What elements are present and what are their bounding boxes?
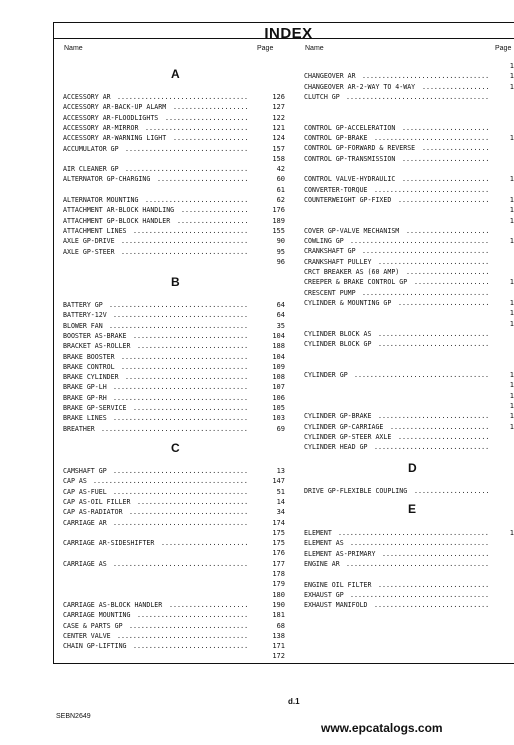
- index-entry-page: 172: [272, 652, 285, 661]
- index-entry-page: 1: [509, 216, 514, 225]
- dot-leader: .............................: [133, 642, 249, 651]
- page-column-header-right: Page: [495, 45, 512, 52]
- index-entry-name: CAP AS: [63, 477, 87, 486]
- index-entry-name: ELEMENT AS-PRIMARY: [304, 549, 376, 558]
- section-letter: A: [171, 67, 180, 81]
- dot-leader: .............................: [133, 226, 249, 235]
- dot-leader: ..................: [177, 216, 249, 225]
- dot-leader: ..................................: [113, 311, 248, 320]
- dot-leader: .....................: [406, 226, 490, 235]
- section-letter: E: [408, 502, 417, 516]
- dot-leader: ..............................: [129, 508, 249, 517]
- index-entry-page: 1: [509, 412, 514, 421]
- index-entry-name: CYLINDER BLOCK GP: [304, 340, 372, 349]
- dot-leader: ...............................: [125, 373, 249, 382]
- dot-leader: ................................: [121, 237, 249, 246]
- dot-leader: ................................: [362, 288, 490, 297]
- index-entry-name: CONTROL VALVE-HYDRAULIC: [304, 175, 396, 184]
- index-entry-page: 177: [272, 559, 285, 568]
- index-entry-page: 157: [272, 144, 285, 153]
- index-entry-name: CYLINDER GP-BRAKE: [304, 412, 372, 421]
- index-entry-page: 1: [509, 237, 514, 246]
- page-number: d.1: [288, 697, 300, 706]
- index-entry-name: BLOWER FAN: [63, 321, 103, 330]
- index-entry-name: ATTACHMENT AR-BLOCK HANDLING: [63, 206, 175, 215]
- index-entry-name: CASE & PARTS GP: [63, 621, 123, 630]
- index-entry-name: CENTER VALVE: [63, 631, 111, 640]
- dot-leader: ............................: [137, 611, 249, 620]
- index-entry-name: CYLINDER & MOUNTING GP: [304, 298, 392, 307]
- index-entry-name: COUNTERWEIGHT GP-FIXED: [304, 195, 392, 204]
- index-entry-name: BATTERY-12V: [63, 311, 107, 320]
- index-entry-name: ATTACHMENT GP-BLOCK HANDLER: [63, 216, 171, 225]
- index-entry-name: CYLINDER GP-CARRIAGE: [304, 422, 384, 431]
- index-entry-page: 64: [276, 301, 285, 309]
- index-entry-name: CONTROL GP-TRANSMISSION: [304, 154, 396, 163]
- index-entry-name: CYLINDER GP-STEER AXLE: [304, 432, 392, 441]
- dot-leader: ............................: [137, 342, 249, 351]
- index-entry-name: CHANGEOVER AR-2-WAY TO 4-WAY: [304, 82, 416, 91]
- dot-leader: ..................................: [113, 414, 248, 423]
- dot-leader: ..................................: [113, 559, 248, 568]
- index-entry-name: AXLE GP-DRIVE: [63, 237, 115, 246]
- dot-leader: .............................: [133, 404, 249, 412]
- index-entry-page: 69: [276, 424, 285, 433]
- index-entry-name: EXHAUST GP: [304, 590, 344, 599]
- dot-leader: ......................: [161, 539, 249, 548]
- dot-leader: ............................: [378, 329, 490, 338]
- index-entry-page: 96: [276, 257, 285, 266]
- index-entry-name: CREEPER & BRAKE CONTROL GP: [304, 278, 408, 287]
- index-entry-name: ACCESSORY AR-WARNING LIGHT: [63, 134, 167, 143]
- index-entry-page: 1: [509, 319, 514, 328]
- index-entry-name: CYLINDER BLOCK AS: [304, 329, 372, 338]
- index-entry-name: CRESCENT PUMP: [304, 288, 356, 297]
- dot-leader: .................: [422, 82, 490, 91]
- index-entry-name: AIR CLEANER GP: [63, 165, 119, 174]
- index-entry-page: 107: [272, 383, 285, 392]
- index-entry-page: 124: [272, 134, 285, 143]
- index-entry-page: 1: [509, 62, 514, 70]
- index-entry-name: EXHAUST MANIFOLD: [304, 601, 368, 610]
- index-entry-page: 1: [509, 195, 514, 204]
- index-entry-page: 176: [272, 206, 285, 215]
- index-entry-page: 171: [272, 642, 285, 651]
- dot-leader: ...................: [414, 487, 490, 495]
- index-entry-name: BRAKE BOOSTER: [63, 352, 115, 361]
- dot-leader: ....................................: [346, 92, 489, 101]
- dot-leader: ..................................: [113, 383, 248, 392]
- index-entry-page: 180: [272, 590, 285, 599]
- index-entry-page: 188: [272, 342, 285, 351]
- dot-leader: ....................................: [346, 559, 489, 568]
- index-entry-page: 1: [509, 401, 514, 410]
- index-entry-page: 90: [276, 237, 285, 246]
- page-title: INDEX: [264, 25, 313, 42]
- index-entry-name: CAMSHAFT GP: [63, 467, 107, 475]
- index-entry-page: 158: [272, 154, 285, 163]
- dot-leader: ..................................: [113, 487, 248, 496]
- index-entry-page: 42: [276, 165, 285, 174]
- index-entry-page: 68: [276, 621, 285, 630]
- index-entry-name: CARRIAGE AR-SIDESHIFTER: [63, 539, 155, 548]
- name-column-header: Name: [64, 45, 83, 52]
- dot-leader: ...................................: [109, 321, 248, 330]
- dot-leader: .............................: [374, 443, 490, 452]
- index-entry-name: DRIVE GP-FLEXIBLE COUPLING: [304, 487, 408, 495]
- index-entry-name: CONTROL GP-BRAKE: [304, 134, 368, 143]
- dot-leader: ...........................: [382, 549, 490, 558]
- index-entry-page: 13: [276, 467, 285, 475]
- index-entry-name: BRAKE GP-RH: [63, 393, 107, 402]
- index-entry-page: 51: [276, 487, 285, 496]
- dot-leader: .......................: [398, 432, 490, 441]
- dot-leader: ...................................: [350, 539, 489, 548]
- dot-leader: .................................: [117, 631, 249, 640]
- index-entry-page: 108: [272, 373, 285, 382]
- index-entry-name: CHAIN GP-LIFTING: [63, 642, 127, 651]
- index-entry-page: 176: [272, 549, 285, 558]
- section-letter: C: [171, 441, 180, 455]
- index-entry-name: BRAKE GP-LH: [63, 383, 107, 392]
- dot-leader: ................................: [362, 247, 490, 256]
- index-entry-page: 34: [276, 508, 285, 517]
- index-entry-page: 106: [272, 393, 285, 402]
- index-entry-page: 1: [509, 371, 514, 379]
- index-entry-name: CRANKSHAFT PULLEY: [304, 257, 372, 266]
- index-entry-name: CRCT BREAKER AS (60 AMP): [304, 268, 400, 276]
- index-entry-name: CRANKSHAFT GP: [304, 247, 356, 256]
- index-entry-name: ACCESSORY AR-FLOODLIGHTS: [63, 113, 159, 122]
- dot-leader: ............................: [378, 340, 490, 349]
- index-entry-name: CHANGEOVER AR: [304, 72, 356, 81]
- index-entry-name: ELEMENT: [304, 529, 332, 537]
- index-entry-page: 1: [509, 278, 514, 287]
- index-entry-name: CONTROL GP-ACCELERATION: [304, 123, 396, 132]
- dot-leader: .....................: [406, 268, 490, 276]
- watermark: www.epcatalogs.com: [321, 721, 443, 735]
- index-entry-page: 1: [509, 82, 514, 91]
- index-entry-page: 155: [272, 226, 285, 235]
- index-entry-name: ACCESSORY AR-BACK-UP ALARM: [63, 103, 167, 112]
- dot-leader: ................................: [121, 352, 249, 361]
- index-entry-name: BRAKE GP-SERVICE: [63, 404, 127, 412]
- dot-leader: ............................: [378, 580, 490, 589]
- index-entry-name: CAP AS-RADIATOR: [63, 508, 123, 517]
- index-entry-page: 138: [272, 631, 285, 640]
- dot-leader: ..........................: [145, 123, 249, 132]
- index-entry-page: 62: [276, 196, 285, 204]
- dot-leader: ...................................: [350, 590, 489, 599]
- dot-leader: ...................................: [350, 237, 489, 246]
- index-entry-name: ACCESSORY AR-MIRROR: [63, 123, 139, 132]
- index-entry-name: BRACKET AS-ROLLER: [63, 342, 131, 351]
- index-entry-name: CONTROL GP-FORWARD & REVERSE: [304, 144, 416, 153]
- dot-leader: ..................................: [113, 393, 248, 402]
- dot-leader: .............................: [374, 601, 490, 610]
- dot-leader: ............................: [378, 257, 490, 266]
- dot-leader: .........................: [390, 422, 490, 431]
- dot-leader: .............................: [374, 134, 490, 143]
- index-entry-name: CONVERTER-TORQUE: [304, 185, 368, 194]
- index-entry-name: CYLINDER HEAD GP: [304, 443, 368, 452]
- dot-leader: ......................: [402, 175, 490, 184]
- dot-leader: .............................: [374, 185, 490, 194]
- index-entry-name: AXLE GP-STEER: [63, 247, 115, 256]
- index-entry-name: BATTERY GP: [63, 301, 103, 309]
- dot-leader: ....................: [169, 600, 249, 609]
- index-entry-name: ALTERNATOR GP-CHARGING: [63, 175, 151, 184]
- dot-leader: ...............................: [125, 165, 249, 174]
- dot-leader: ...................................: [109, 301, 248, 309]
- dot-leader: .......................: [398, 298, 490, 307]
- index-entry-name: CLUTCH GP: [304, 92, 340, 101]
- title-bar: [53, 22, 514, 42]
- index-entry-name: ATTACHMENT LINES: [63, 226, 127, 235]
- index-entry-name: CARRIAGE AR: [63, 518, 107, 527]
- index-entry-page: 190: [272, 600, 285, 609]
- index-entry-page: 178: [272, 570, 285, 578]
- index-entry-page: 147: [272, 477, 285, 486]
- dot-leader: ...................: [414, 278, 490, 287]
- dot-leader: ..........................: [145, 196, 249, 204]
- dot-leader: .....................................: [101, 424, 248, 433]
- index-entry-name: BRAKE CONTROL: [63, 362, 115, 371]
- dot-leader: ...............................: [125, 144, 249, 153]
- index-entry-page: 61: [276, 185, 285, 194]
- index-entry-page: 126: [272, 93, 285, 101]
- index-entry-page: 64: [276, 311, 285, 320]
- dot-leader: ..................................: [354, 371, 489, 379]
- index-entry-page: 122: [272, 113, 285, 122]
- index-entry-page: 104: [272, 331, 285, 340]
- dot-leader: ......................: [402, 123, 490, 132]
- index-entry-name: ENGINE AR: [304, 559, 340, 568]
- index-entry-page: 1: [509, 309, 514, 318]
- index-entry-page: 1: [509, 381, 514, 390]
- index-entry-page: 189: [272, 216, 285, 225]
- index-entry-name: CAP AS-FUEL: [63, 487, 107, 496]
- index-entry-name: ACCESSORY AR: [63, 93, 111, 101]
- index-entry-name: BRAKE LINES: [63, 414, 107, 423]
- index-entry-page: 1: [509, 72, 514, 81]
- dot-leader: .......................................: [93, 477, 248, 486]
- index-entry-name: CARRIAGE MOUNTING: [63, 611, 131, 620]
- document-code: SEBN2649: [56, 713, 91, 720]
- section-letter: B: [171, 275, 180, 289]
- dot-leader: ................................: [121, 362, 249, 371]
- index-entry-page: 1: [509, 422, 514, 431]
- dot-leader: ................................: [121, 247, 249, 256]
- dot-leader: .......................: [157, 175, 249, 184]
- index-entry-page: 105: [272, 404, 285, 412]
- index-entry-page: 179: [272, 580, 285, 589]
- index-entry-name: ACCUMULATOR GP: [63, 144, 119, 153]
- dot-leader: ......................: [402, 154, 490, 163]
- dot-leader: ...................: [173, 103, 249, 112]
- dot-leader: ...................: [173, 134, 249, 143]
- dot-leader: .............................: [133, 331, 249, 340]
- page-column-header: Page: [257, 45, 274, 52]
- index-entry-name: BRAKE CYLINDER: [63, 373, 119, 382]
- index-entry-page: 35: [276, 321, 285, 330]
- index-entry-page: 174: [272, 518, 285, 527]
- index-entry-page: 1: [509, 206, 514, 215]
- index-entry-name: ALTERNATOR MOUNTING: [63, 196, 139, 204]
- index-entry-name: ENGINE OIL FILTER: [304, 580, 372, 589]
- dot-leader: .....................: [165, 113, 249, 122]
- dot-leader: ..................................: [113, 467, 248, 475]
- index-entry-name: BOOSTER AS-BRAKE: [63, 331, 127, 340]
- dot-leader: ......................................: [338, 529, 489, 537]
- index-entry-name: CAP AS-OIL FILLER: [63, 497, 131, 506]
- index-entry-page: 175: [272, 528, 285, 537]
- index-entry-page: 1: [509, 529, 514, 537]
- dot-leader: .................................: [117, 93, 249, 101]
- index-entry-name: BREATHER: [63, 424, 95, 433]
- index-entry-name: CARRIAGE AS: [63, 559, 107, 568]
- index-entry-name: CYLINDER GP: [304, 371, 348, 379]
- dot-leader: ..................................: [113, 518, 248, 527]
- index-entry-page: 1: [509, 298, 514, 307]
- index-entry-name: COWLING GP: [304, 237, 344, 246]
- index-entry-page: 127: [272, 103, 285, 112]
- index-entry-page: 95: [276, 247, 285, 256]
- dot-leader: ............................: [378, 412, 490, 421]
- index-entry-name: COVER GP-VALVE MECHANISM: [304, 226, 400, 235]
- index-entry-page: 14: [276, 497, 285, 506]
- dot-leader: ............................: [137, 497, 249, 506]
- index-entry-page: 1: [509, 175, 514, 184]
- index-entry-page: 175: [272, 539, 285, 548]
- index-entry-page: 60: [276, 175, 285, 184]
- index-entry-page: 109: [272, 362, 285, 371]
- index-entry-page: 121: [272, 123, 285, 132]
- dot-leader: ..............................: [129, 621, 249, 630]
- index-entry-page: 1: [509, 391, 514, 400]
- name-column-header-right: Name: [305, 45, 324, 52]
- index-entry-page: 103: [272, 414, 285, 423]
- index-entry-name: ELEMENT AS: [304, 539, 344, 548]
- index-entry-page: 181: [272, 611, 285, 620]
- dot-leader: .................: [422, 144, 490, 153]
- dot-leader: ................................: [362, 72, 490, 81]
- index-entry-page: 104: [272, 352, 285, 361]
- dot-leader: .......................: [398, 195, 490, 204]
- section-letter: D: [408, 461, 417, 475]
- index-entry-page: 1: [509, 134, 514, 143]
- dot-leader: .................: [181, 206, 249, 215]
- index-entry-name: CARRIAGE AS-BLOCK HANDLER: [63, 600, 163, 609]
